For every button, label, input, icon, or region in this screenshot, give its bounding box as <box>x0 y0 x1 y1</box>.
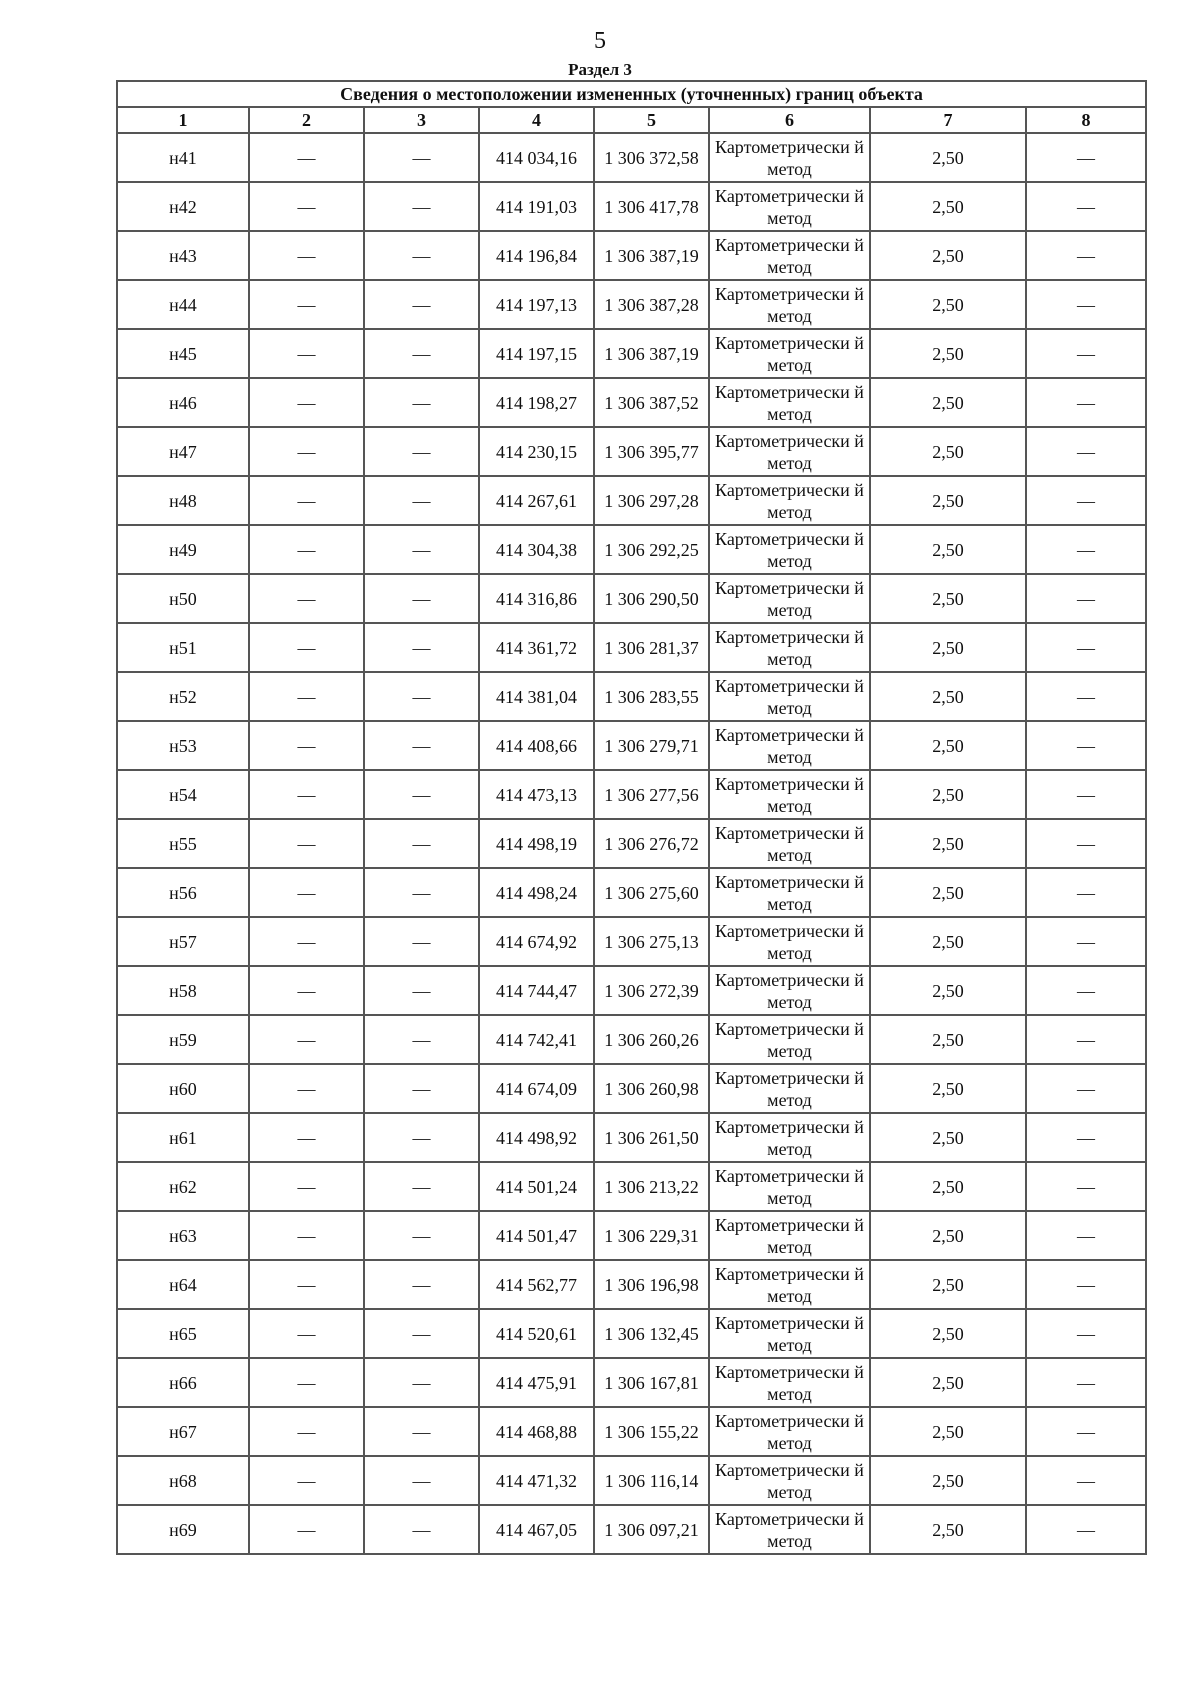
table-row <box>117 1456 1146 1505</box>
method-cell: Картометрически й метод <box>709 917 870 966</box>
table-row <box>117 182 1146 231</box>
point-id-cell: н59 <box>117 1015 249 1064</box>
table-row <box>117 623 1146 672</box>
y-coordinate-cell: 1 306 116,14 <box>594 1456 709 1505</box>
col8-cell: — <box>1026 966 1146 1015</box>
x-coordinate-cell: 414 498,24 <box>479 868 594 917</box>
y-coordinate-cell: 1 306 132,45 <box>594 1309 709 1358</box>
col3-cell: — <box>364 1358 479 1407</box>
col3-cell: — <box>364 1456 479 1505</box>
accuracy-cell: 2,50 <box>870 1064 1026 1113</box>
x-coordinate-cell: 414 742,41 <box>479 1015 594 1064</box>
x-coordinate-cell: 414 034,16 <box>479 133 594 182</box>
method-cell: Картометрически й метод <box>709 1260 870 1309</box>
y-coordinate-cell: 1 306 387,19 <box>594 231 709 280</box>
y-coordinate-cell: 1 306 387,28 <box>594 280 709 329</box>
accuracy-cell: 2,50 <box>870 721 1026 770</box>
col2-cell: — <box>249 329 364 378</box>
method-cell: Картометрически й метод <box>709 1505 870 1554</box>
accuracy-cell: 2,50 <box>870 770 1026 819</box>
x-coordinate-cell: 414 562,77 <box>479 1260 594 1309</box>
point-id-cell: н46 <box>117 378 249 427</box>
point-id-cell: н52 <box>117 672 249 721</box>
table-row <box>117 574 1146 623</box>
section-title: Раздел 3 <box>568 60 632 79</box>
method-cell: Картометрически й метод <box>709 1358 870 1407</box>
col3-cell: — <box>364 1064 479 1113</box>
y-coordinate-cell: 1 306 260,26 <box>594 1015 709 1064</box>
column-header: 7 <box>870 107 1026 133</box>
y-coordinate-cell: 1 306 213,22 <box>594 1162 709 1211</box>
col3-cell: — <box>364 672 479 721</box>
col2-cell: — <box>249 1358 364 1407</box>
x-coordinate-cell: 414 267,61 <box>479 476 594 525</box>
x-coordinate-cell: 414 468,88 <box>479 1407 594 1456</box>
method-cell: Картометрически й метод <box>709 133 870 182</box>
col2-cell: — <box>249 1260 364 1309</box>
col3-cell: — <box>364 280 479 329</box>
table-row <box>117 721 1146 770</box>
col3-cell: — <box>364 574 479 623</box>
column-header: 2 <box>249 107 364 133</box>
method-cell: Картометрически й метод <box>709 378 870 427</box>
y-coordinate-cell: 1 306 275,60 <box>594 868 709 917</box>
col3-cell: — <box>364 1015 479 1064</box>
point-id-cell: н42 <box>117 182 249 231</box>
y-coordinate-cell: 1 306 281,37 <box>594 623 709 672</box>
accuracy-cell: 2,50 <box>870 1309 1026 1358</box>
point-id-cell: н60 <box>117 1064 249 1113</box>
accuracy-cell: 2,50 <box>870 280 1026 329</box>
table-row <box>117 1505 1146 1554</box>
y-coordinate-cell: 1 306 387,52 <box>594 378 709 427</box>
method-cell: Картометрически й метод <box>709 574 870 623</box>
x-coordinate-cell: 414 316,86 <box>479 574 594 623</box>
col2-cell: — <box>249 182 364 231</box>
accuracy-cell: 2,50 <box>870 1260 1026 1309</box>
col8-cell: — <box>1026 819 1146 868</box>
col2-cell: — <box>249 574 364 623</box>
y-coordinate-cell: 1 306 277,56 <box>594 770 709 819</box>
col2-cell: — <box>249 476 364 525</box>
accuracy-cell: 2,50 <box>870 917 1026 966</box>
y-coordinate-cell: 1 306 297,28 <box>594 476 709 525</box>
col2-cell: — <box>249 1162 364 1211</box>
point-id-cell: н66 <box>117 1358 249 1407</box>
y-coordinate-cell: 1 306 275,13 <box>594 917 709 966</box>
y-coordinate-cell: 1 306 279,71 <box>594 721 709 770</box>
col2-cell: — <box>249 1211 364 1260</box>
table-row <box>117 1309 1146 1358</box>
accuracy-cell: 2,50 <box>870 672 1026 721</box>
column-header: 6 <box>709 107 870 133</box>
x-coordinate-cell: 414 501,47 <box>479 1211 594 1260</box>
col8-cell: — <box>1026 1407 1146 1456</box>
y-coordinate-cell: 1 306 283,55 <box>594 672 709 721</box>
x-coordinate-cell: 414 473,13 <box>479 770 594 819</box>
column-header: 4 <box>479 107 594 133</box>
col8-cell: — <box>1026 1113 1146 1162</box>
table-row <box>117 525 1146 574</box>
y-coordinate-cell: 1 306 387,19 <box>594 329 709 378</box>
point-id-cell: н48 <box>117 476 249 525</box>
accuracy-cell: 2,50 <box>870 476 1026 525</box>
y-coordinate-cell: 1 306 196,98 <box>594 1260 709 1309</box>
col3-cell: — <box>364 721 479 770</box>
table-row <box>117 1260 1146 1309</box>
y-coordinate-cell: 1 306 395,77 <box>594 427 709 476</box>
table-row <box>117 1407 1146 1456</box>
col2-cell: — <box>249 280 364 329</box>
table-row <box>117 917 1146 966</box>
point-id-cell: н55 <box>117 819 249 868</box>
col8-cell: — <box>1026 672 1146 721</box>
col8-cell: — <box>1026 1309 1146 1358</box>
col2-cell: — <box>249 917 364 966</box>
accuracy-cell: 2,50 <box>870 1358 1026 1407</box>
x-coordinate-cell: 414 471,32 <box>479 1456 594 1505</box>
col2-cell: — <box>249 1407 364 1456</box>
column-header: 5 <box>594 107 709 133</box>
col8-cell: — <box>1026 1162 1146 1211</box>
accuracy-cell: 2,50 <box>870 1211 1026 1260</box>
table-header-row <box>117 107 1146 133</box>
col2-cell: — <box>249 525 364 574</box>
y-coordinate-cell: 1 306 372,58 <box>594 133 709 182</box>
point-id-cell: н69 <box>117 1505 249 1554</box>
table-row <box>117 1211 1146 1260</box>
table-row <box>117 868 1146 917</box>
col2-cell: — <box>249 721 364 770</box>
table-row <box>117 427 1146 476</box>
method-cell: Картометрически й метод <box>709 525 870 574</box>
table-row <box>117 966 1146 1015</box>
point-id-cell: н68 <box>117 1456 249 1505</box>
x-coordinate-cell: 414 498,19 <box>479 819 594 868</box>
method-cell: Картометрически й метод <box>709 1113 870 1162</box>
accuracy-cell: 2,50 <box>870 378 1026 427</box>
y-coordinate-cell: 1 306 167,81 <box>594 1358 709 1407</box>
accuracy-cell: 2,50 <box>870 819 1026 868</box>
x-coordinate-cell: 414 196,84 <box>479 231 594 280</box>
table-row <box>117 280 1146 329</box>
col8-cell: — <box>1026 280 1146 329</box>
table-row <box>117 672 1146 721</box>
col8-cell: — <box>1026 574 1146 623</box>
point-id-cell: н56 <box>117 868 249 917</box>
point-id-cell: н44 <box>117 280 249 329</box>
column-header: 1 <box>117 107 249 133</box>
y-coordinate-cell: 1 306 260,98 <box>594 1064 709 1113</box>
method-cell: Картометрически й метод <box>709 721 870 770</box>
col3-cell: — <box>364 770 479 819</box>
x-coordinate-cell: 414 744,47 <box>479 966 594 1015</box>
col8-cell: — <box>1026 1260 1146 1309</box>
col2-cell: — <box>249 966 364 1015</box>
column-header: 3 <box>364 107 479 133</box>
accuracy-cell: 2,50 <box>870 1407 1026 1456</box>
y-coordinate-cell: 1 306 290,50 <box>594 574 709 623</box>
table-row <box>117 1113 1146 1162</box>
method-cell: Картометрически й метод <box>709 770 870 819</box>
col8-cell: — <box>1026 1015 1146 1064</box>
point-id-cell: н58 <box>117 966 249 1015</box>
col3-cell: — <box>364 623 479 672</box>
col3-cell: — <box>364 1211 479 1260</box>
col3-cell: — <box>364 378 479 427</box>
method-cell: Картометрически й метод <box>709 280 870 329</box>
accuracy-cell: 2,50 <box>870 623 1026 672</box>
x-coordinate-cell: 414 197,15 <box>479 329 594 378</box>
accuracy-cell: 2,50 <box>870 133 1026 182</box>
col8-cell: — <box>1026 427 1146 476</box>
col8-cell: — <box>1026 868 1146 917</box>
point-id-cell: н65 <box>117 1309 249 1358</box>
accuracy-cell: 2,50 <box>870 574 1026 623</box>
col8-cell: — <box>1026 231 1146 280</box>
col3-cell: — <box>364 476 479 525</box>
accuracy-cell: 2,50 <box>870 966 1026 1015</box>
col8-cell: — <box>1026 770 1146 819</box>
accuracy-cell: 2,50 <box>870 427 1026 476</box>
accuracy-cell: 2,50 <box>870 1015 1026 1064</box>
table-row <box>117 819 1146 868</box>
col2-cell: — <box>249 770 364 819</box>
x-coordinate-cell: 414 361,72 <box>479 623 594 672</box>
point-id-cell: н41 <box>117 133 249 182</box>
y-coordinate-cell: 1 306 261,50 <box>594 1113 709 1162</box>
y-coordinate-cell: 1 306 272,39 <box>594 966 709 1015</box>
col3-cell: — <box>364 133 479 182</box>
y-coordinate-cell: 1 306 417,78 <box>594 182 709 231</box>
y-coordinate-cell: 1 306 229,31 <box>594 1211 709 1260</box>
point-id-cell: н62 <box>117 1162 249 1211</box>
col3-cell: — <box>364 1113 479 1162</box>
table-row <box>117 231 1146 280</box>
table-row <box>117 770 1146 819</box>
col2-cell: — <box>249 1015 364 1064</box>
col8-cell: — <box>1026 1456 1146 1505</box>
method-cell: Картометрически й метод <box>709 427 870 476</box>
method-cell: Картометрически й метод <box>709 672 870 721</box>
x-coordinate-cell: 414 304,38 <box>479 525 594 574</box>
table-row <box>117 329 1146 378</box>
column-header: 8 <box>1026 107 1146 133</box>
point-id-cell: н45 <box>117 329 249 378</box>
col3-cell: — <box>364 1309 479 1358</box>
method-cell: Картометрически й метод <box>709 182 870 231</box>
method-cell: Картометрически й метод <box>709 623 870 672</box>
y-coordinate-cell: 1 306 097,21 <box>594 1505 709 1554</box>
accuracy-cell: 2,50 <box>870 182 1026 231</box>
col8-cell: — <box>1026 133 1146 182</box>
col8-cell: — <box>1026 476 1146 525</box>
y-coordinate-cell: 1 306 276,72 <box>594 819 709 868</box>
col8-cell: — <box>1026 1211 1146 1260</box>
method-cell: Картометрически й метод <box>709 476 870 525</box>
col2-cell: — <box>249 623 364 672</box>
accuracy-cell: 2,50 <box>870 868 1026 917</box>
y-coordinate-cell: 1 306 292,25 <box>594 525 709 574</box>
col3-cell: — <box>364 1260 479 1309</box>
method-cell: Картометрически й метод <box>709 1407 870 1456</box>
col8-cell: — <box>1026 182 1146 231</box>
accuracy-cell: 2,50 <box>870 1162 1026 1211</box>
col2-cell: — <box>249 1113 364 1162</box>
col2-cell: — <box>249 133 364 182</box>
page-number: 5 <box>594 28 606 54</box>
col2-cell: — <box>249 1309 364 1358</box>
x-coordinate-cell: 414 408,66 <box>479 721 594 770</box>
point-id-cell: н54 <box>117 770 249 819</box>
point-id-cell: н53 <box>117 721 249 770</box>
accuracy-cell: 2,50 <box>870 1113 1026 1162</box>
method-cell: Картометрически й метод <box>709 819 870 868</box>
table-row <box>117 133 1146 182</box>
accuracy-cell: 2,50 <box>870 525 1026 574</box>
x-coordinate-cell: 414 501,24 <box>479 1162 594 1211</box>
x-coordinate-cell: 414 498,92 <box>479 1113 594 1162</box>
col3-cell: — <box>364 1162 479 1211</box>
method-cell: Картометрически й метод <box>709 231 870 280</box>
col8-cell: — <box>1026 525 1146 574</box>
method-cell: Картометрически й метод <box>709 1456 870 1505</box>
method-cell: Картометрически й метод <box>709 1162 870 1211</box>
x-coordinate-cell: 414 191,03 <box>479 182 594 231</box>
point-id-cell: н61 <box>117 1113 249 1162</box>
table-row <box>117 1162 1146 1211</box>
col3-cell: — <box>364 1407 479 1456</box>
point-id-cell: н49 <box>117 525 249 574</box>
col8-cell: — <box>1026 917 1146 966</box>
col3-cell: — <box>364 917 479 966</box>
col3-cell: — <box>364 1505 479 1554</box>
x-coordinate-cell: 414 198,27 <box>479 378 594 427</box>
col2-cell: — <box>249 231 364 280</box>
method-cell: Картометрически й метод <box>709 1064 870 1113</box>
col3-cell: — <box>364 427 479 476</box>
table-row <box>117 378 1146 427</box>
point-id-cell: н51 <box>117 623 249 672</box>
col8-cell: — <box>1026 1505 1146 1554</box>
col3-cell: — <box>364 966 479 1015</box>
col8-cell: — <box>1026 1358 1146 1407</box>
col2-cell: — <box>249 819 364 868</box>
col3-cell: — <box>364 182 479 231</box>
accuracy-cell: 2,50 <box>870 1505 1026 1554</box>
table-row <box>117 476 1146 525</box>
point-id-cell: н50 <box>117 574 249 623</box>
col2-cell: — <box>249 427 364 476</box>
table-caption: Сведения о местоположении измененных (уточненных) границ объекта <box>117 81 1146 107</box>
method-cell: Картометрически й метод <box>709 966 870 1015</box>
col8-cell: — <box>1026 623 1146 672</box>
col3-cell: — <box>364 525 479 574</box>
table-row <box>117 1064 1146 1113</box>
x-coordinate-cell: 414 197,13 <box>479 280 594 329</box>
table-row <box>117 1015 1146 1064</box>
col2-cell: — <box>249 1505 364 1554</box>
x-coordinate-cell: 414 674,92 <box>479 917 594 966</box>
boundary-coordinates-table <box>116 80 1147 1555</box>
point-id-cell: н63 <box>117 1211 249 1260</box>
x-coordinate-cell: 414 520,61 <box>479 1309 594 1358</box>
accuracy-cell: 2,50 <box>870 1456 1026 1505</box>
col2-cell: — <box>249 1064 364 1113</box>
col3-cell: — <box>364 868 479 917</box>
col8-cell: — <box>1026 1064 1146 1113</box>
col2-cell: — <box>249 868 364 917</box>
col3-cell: — <box>364 329 479 378</box>
y-coordinate-cell: 1 306 155,22 <box>594 1407 709 1456</box>
method-cell: Картометрически й метод <box>709 1211 870 1260</box>
col3-cell: — <box>364 819 479 868</box>
point-id-cell: н67 <box>117 1407 249 1456</box>
point-id-cell: н43 <box>117 231 249 280</box>
col3-cell: — <box>364 231 479 280</box>
method-cell: Картометрически й метод <box>709 868 870 917</box>
col8-cell: — <box>1026 329 1146 378</box>
method-cell: Картометрически й метод <box>709 1309 870 1358</box>
x-coordinate-cell: 414 381,04 <box>479 672 594 721</box>
point-id-cell: н64 <box>117 1260 249 1309</box>
accuracy-cell: 2,50 <box>870 231 1026 280</box>
table-row <box>117 1358 1146 1407</box>
method-cell: Картометрически й метод <box>709 1015 870 1064</box>
x-coordinate-cell: 414 674,09 <box>479 1064 594 1113</box>
method-cell: Картометрически й метод <box>709 329 870 378</box>
point-id-cell: н47 <box>117 427 249 476</box>
col2-cell: — <box>249 378 364 427</box>
x-coordinate-cell: 414 475,91 <box>479 1358 594 1407</box>
table-caption-row <box>117 81 1146 107</box>
x-coordinate-cell: 414 230,15 <box>479 427 594 476</box>
col8-cell: — <box>1026 378 1146 427</box>
col8-cell: — <box>1026 721 1146 770</box>
accuracy-cell: 2,50 <box>870 329 1026 378</box>
point-id-cell: н57 <box>117 917 249 966</box>
col2-cell: — <box>249 672 364 721</box>
x-coordinate-cell: 414 467,05 <box>479 1505 594 1554</box>
col2-cell: — <box>249 1456 364 1505</box>
